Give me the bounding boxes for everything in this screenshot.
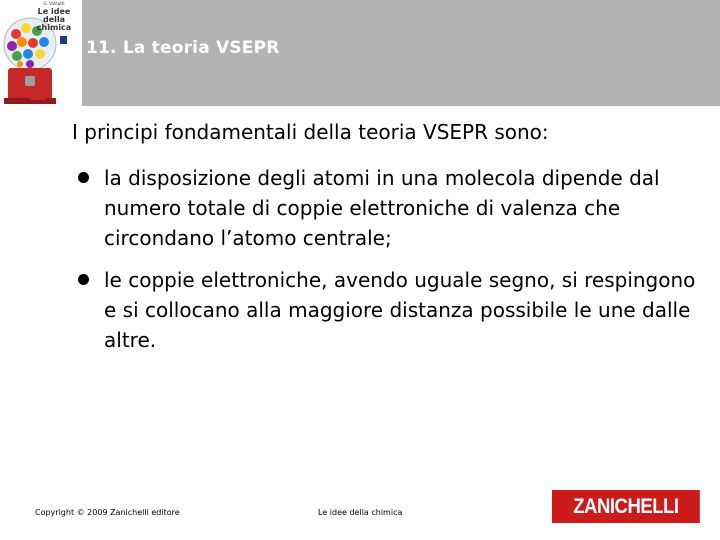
bullet-dot-icon bbox=[78, 172, 89, 183]
bullet-list bbox=[78, 163, 698, 367]
footer-copyright: Copyright © 2009 Zanichelli editore bbox=[35, 508, 180, 517]
cover-book-title: Le idee della chimica bbox=[36, 7, 72, 32]
intro-text: I principi fondamentali della teoria VSEPR sono: bbox=[72, 120, 549, 144]
bullet-text: le coppie elettroniche, avendo uguale segno, si respingono e si collocano alla maggiore distanza possibile le une dalle altre. bbox=[104, 268, 696, 352]
footer-book-title: Le idee della chimica bbox=[318, 508, 403, 517]
zanichelli-logo: ZANICHELLI bbox=[552, 490, 700, 523]
bullet-dot-icon bbox=[78, 274, 89, 285]
bullet-text: la disposizione degli atomi in una molecola dipende dal numero totale di coppie elettroniche di valenza che circondano l’atomo centrale; bbox=[104, 166, 660, 250]
bullet-item bbox=[78, 163, 698, 253]
slide-title: 11. La teoria VSEPR bbox=[86, 38, 280, 58]
cover-title bbox=[28, 2, 80, 32]
book-cover-thumbnail bbox=[0, 0, 82, 106]
cover-author: G. Valitutti bbox=[43, 1, 65, 6]
bullet-item bbox=[78, 265, 698, 355]
